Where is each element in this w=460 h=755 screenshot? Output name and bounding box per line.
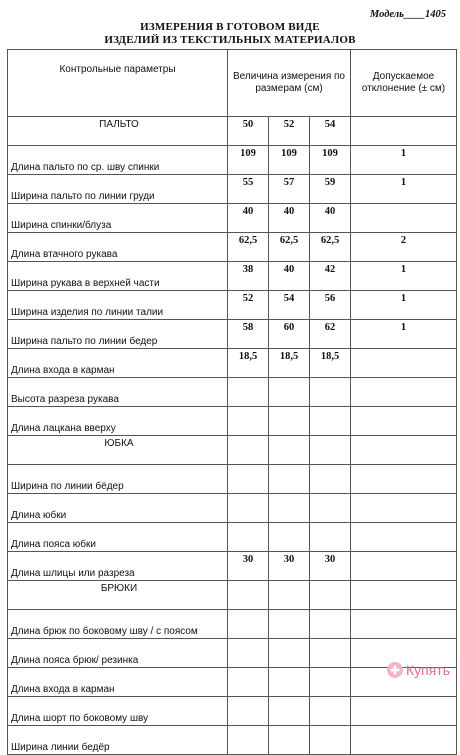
size-value-cell: 62,5 bbox=[228, 233, 269, 262]
title-line-1: ИЗМЕРЕНИЯ В ГОТОВОМ ВИДЕ bbox=[140, 21, 320, 33]
size-value-cell: 40 bbox=[310, 204, 351, 233]
row-label-cell bbox=[8, 552, 228, 581]
size-value-cell bbox=[310, 407, 351, 436]
row-label-cell bbox=[8, 581, 228, 610]
size-value-cell bbox=[228, 523, 269, 552]
parameter-label: Длина шорт по боковому шву bbox=[11, 713, 149, 724]
size-value-cell: 62,5 bbox=[310, 233, 351, 262]
size-value-cell: 30 bbox=[310, 552, 351, 581]
row-label-cell bbox=[8, 465, 228, 494]
parameter-label: Ширина рукава в верхней части bbox=[11, 278, 160, 289]
size-value-cell: 42 bbox=[310, 262, 351, 291]
size-value-cell: 54 bbox=[269, 291, 310, 320]
parameter-label: Ширина изделия по линии талии bbox=[11, 307, 164, 318]
size-value-cell bbox=[269, 407, 310, 436]
parameter-label: Длина втачного рукава bbox=[11, 249, 118, 260]
table-row bbox=[8, 494, 457, 523]
size-value-cell bbox=[310, 668, 351, 697]
size-value-cell: 52 bbox=[269, 117, 310, 146]
tolerance-cell bbox=[351, 436, 457, 465]
size-value-cell bbox=[228, 465, 269, 494]
size-value-cell: 52 bbox=[228, 291, 269, 320]
table-row bbox=[8, 726, 457, 755]
tolerance-cell: 2 bbox=[351, 233, 457, 262]
section-row bbox=[8, 581, 457, 610]
size-value-cell: 58 bbox=[228, 320, 269, 349]
row-label-cell bbox=[8, 291, 228, 320]
parameter-label: Длина пояса юбки bbox=[11, 539, 96, 550]
size-value-cell bbox=[310, 465, 351, 494]
table-row bbox=[8, 291, 457, 320]
size-value-cell bbox=[228, 407, 269, 436]
tolerance-cell bbox=[351, 378, 457, 407]
model-number: Модель____1405 bbox=[369, 9, 446, 20]
table-row bbox=[8, 262, 457, 291]
row-label-cell bbox=[8, 697, 228, 726]
size-value-cell bbox=[310, 610, 351, 639]
row-label-cell bbox=[8, 204, 228, 233]
size-value-cell: 38 bbox=[228, 262, 269, 291]
table-row bbox=[8, 610, 457, 639]
row-label-cell bbox=[8, 262, 228, 291]
table-row bbox=[8, 407, 457, 436]
size-value-cell bbox=[228, 378, 269, 407]
size-value-cell: 18,5 bbox=[269, 349, 310, 378]
size-value-cell bbox=[228, 610, 269, 639]
size-value-cell bbox=[310, 494, 351, 523]
size-value-cell bbox=[228, 697, 269, 726]
header-parameters: Контрольные параметры bbox=[8, 50, 228, 117]
row-label-cell bbox=[8, 146, 228, 175]
row-label-cell bbox=[8, 407, 228, 436]
header-values: Величина измерения по размерам (см) bbox=[228, 50, 351, 117]
row-label-cell bbox=[8, 523, 228, 552]
parameter-label: Ширина по линии бёдер bbox=[11, 481, 124, 492]
document-title bbox=[0, 21, 460, 47]
size-value-cell: 62 bbox=[310, 320, 351, 349]
table-row bbox=[8, 146, 457, 175]
size-value-cell bbox=[228, 726, 269, 755]
row-label-cell bbox=[8, 349, 228, 378]
row-label-cell bbox=[8, 610, 228, 639]
watermark-logo bbox=[387, 662, 450, 678]
size-value-cell: 59 bbox=[310, 175, 351, 204]
table-row bbox=[8, 349, 457, 378]
parameter-label: Длина входа в карман bbox=[11, 684, 115, 695]
size-value-cell bbox=[228, 436, 269, 465]
parameter-label: Длина шлицы или разреза bbox=[11, 568, 135, 579]
tolerance-cell bbox=[351, 726, 457, 755]
size-value-cell: 50 bbox=[228, 117, 269, 146]
table-row bbox=[8, 378, 457, 407]
row-label-cell bbox=[8, 494, 228, 523]
section-title: ЮБКА bbox=[104, 438, 134, 449]
size-value-cell: 60 bbox=[269, 320, 310, 349]
size-value-cell: 18,5 bbox=[310, 349, 351, 378]
size-value-cell bbox=[269, 697, 310, 726]
table-body bbox=[8, 117, 457, 755]
tolerance-cell: 1 bbox=[351, 262, 457, 291]
size-value-cell bbox=[310, 523, 351, 552]
size-value-cell bbox=[228, 494, 269, 523]
size-value-cell bbox=[228, 639, 269, 668]
row-label-cell bbox=[8, 726, 228, 755]
size-value-cell bbox=[269, 465, 310, 494]
row-label-cell bbox=[8, 668, 228, 697]
table-row bbox=[8, 697, 457, 726]
size-value-cell: 30 bbox=[269, 552, 310, 581]
size-value-cell bbox=[310, 436, 351, 465]
table-row bbox=[8, 465, 457, 494]
size-value-cell bbox=[310, 697, 351, 726]
size-value-cell bbox=[269, 436, 310, 465]
title-line-2: ИЗДЕЛИЙ ИЗ ТЕКСТИЛЬНЫХ МАТЕРИАЛОВ bbox=[104, 34, 356, 46]
table-row bbox=[8, 523, 457, 552]
size-value-cell bbox=[269, 610, 310, 639]
section-title: БРЮКИ bbox=[100, 583, 138, 594]
tolerance-cell bbox=[351, 494, 457, 523]
size-value-cell bbox=[310, 726, 351, 755]
row-label-cell bbox=[8, 117, 228, 146]
size-value-cell: 62,5 bbox=[269, 233, 310, 262]
size-value-cell bbox=[269, 523, 310, 552]
size-value-cell bbox=[269, 494, 310, 523]
tolerance-cell bbox=[351, 407, 457, 436]
parameter-label: Длина брюк по боковому шву / с поясом bbox=[11, 626, 198, 637]
size-value-cell: 56 bbox=[310, 291, 351, 320]
row-label-cell bbox=[8, 320, 228, 349]
table-row bbox=[8, 552, 457, 581]
row-label-cell bbox=[8, 639, 228, 668]
tolerance-cell: 1 bbox=[351, 320, 457, 349]
tolerance-cell bbox=[351, 465, 457, 494]
header-tolerance: Допускаемое отклонение (± см) bbox=[351, 50, 457, 117]
size-value-cell bbox=[269, 581, 310, 610]
tolerance-cell: 1 bbox=[351, 146, 457, 175]
tolerance-cell bbox=[351, 552, 457, 581]
table-row bbox=[8, 204, 457, 233]
parameter-label: Длина пояса брюк/ резинка bbox=[11, 655, 139, 666]
parameter-label: Ширина пальто по линии груди bbox=[11, 191, 155, 202]
parameter-label: Длина пальто по ср. шву спинки bbox=[11, 162, 160, 173]
parameter-label: Ширина линии бедёр bbox=[11, 742, 110, 753]
section-row bbox=[8, 436, 457, 465]
table-row bbox=[8, 320, 457, 349]
size-value-cell bbox=[269, 378, 310, 407]
parameter-label: Ширина пальто по линии бедер bbox=[11, 336, 158, 347]
size-value-cell: 40 bbox=[269, 204, 310, 233]
tolerance-cell bbox=[351, 581, 457, 610]
tolerance-cell bbox=[351, 117, 457, 146]
size-value-cell: 30 bbox=[228, 552, 269, 581]
size-value-cell: 55 bbox=[228, 175, 269, 204]
tolerance-cell bbox=[351, 610, 457, 639]
size-value-cell bbox=[269, 668, 310, 697]
tolerance-cell bbox=[351, 204, 457, 233]
size-value-cell bbox=[269, 639, 310, 668]
row-label-cell bbox=[8, 233, 228, 262]
logo-text: Купять bbox=[405, 662, 450, 678]
size-value-cell bbox=[228, 581, 269, 610]
parameter-label: Длина входа в карман bbox=[11, 365, 115, 376]
size-value-cell bbox=[310, 581, 351, 610]
size-value-cell: 57 bbox=[269, 175, 310, 204]
tolerance-cell: 1 bbox=[351, 291, 457, 320]
parameter-label: Ширина спинки/блуза bbox=[11, 220, 112, 231]
row-label-cell bbox=[8, 436, 228, 465]
table-row bbox=[8, 175, 457, 204]
table-header-row bbox=[8, 50, 457, 117]
flower-icon bbox=[387, 662, 403, 678]
size-value-cell: 40 bbox=[228, 204, 269, 233]
size-value-cell: 109 bbox=[269, 146, 310, 175]
parameter-label: Высота разреза рукава bbox=[11, 394, 119, 405]
size-value-cell bbox=[310, 639, 351, 668]
parameter-label: Длина лацкана вверху bbox=[11, 423, 116, 434]
size-value-cell: 40 bbox=[269, 262, 310, 291]
size-value-cell bbox=[310, 378, 351, 407]
section-title: ПАЛЬТО bbox=[99, 119, 139, 130]
section-row bbox=[8, 117, 457, 146]
parameter-label: Длина юбки bbox=[11, 510, 67, 521]
measurements-table bbox=[7, 49, 457, 755]
tolerance-cell bbox=[351, 523, 457, 552]
size-value-cell: 54 bbox=[310, 117, 351, 146]
tolerance-cell: 1 bbox=[351, 175, 457, 204]
size-value-cell: 109 bbox=[228, 146, 269, 175]
row-label-cell bbox=[8, 175, 228, 204]
size-value-cell: 18,5 bbox=[228, 349, 269, 378]
size-value-cell bbox=[269, 726, 310, 755]
size-value-cell: 109 bbox=[310, 146, 351, 175]
tolerance-cell bbox=[351, 349, 457, 378]
size-value-cell bbox=[228, 668, 269, 697]
row-label-cell bbox=[8, 378, 228, 407]
tolerance-cell bbox=[351, 697, 457, 726]
table-row bbox=[8, 233, 457, 262]
